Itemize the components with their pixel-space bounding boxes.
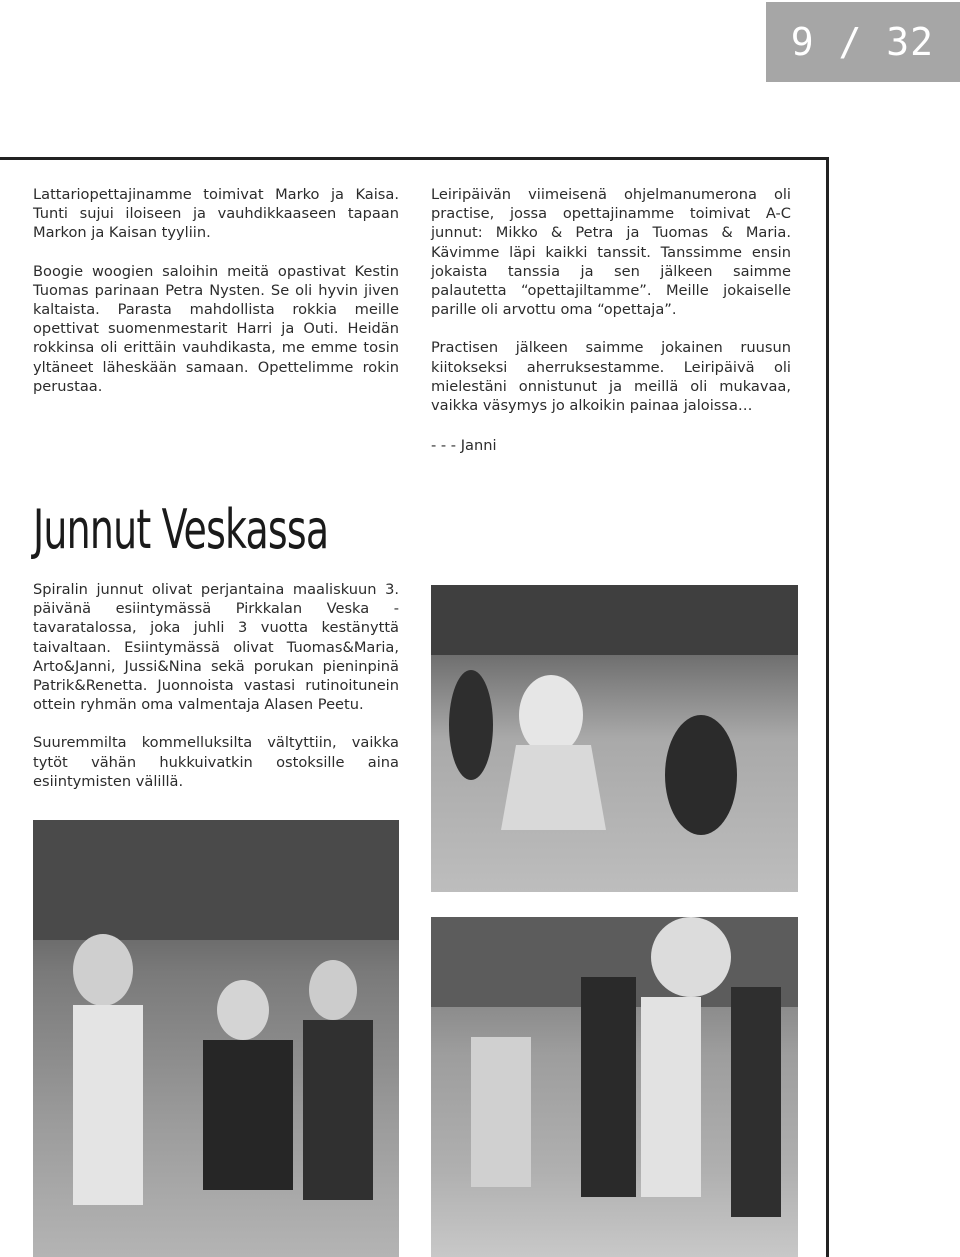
dance-photo-couples xyxy=(431,917,798,1257)
photo-placeholder-graphic xyxy=(431,585,798,892)
dance-photo-couple xyxy=(431,585,798,892)
paragraph: Boogie woogien saloihin meitä opastivat Kestin Tuomas parinaan Petra Nysten. Se oli hyvin jiven kaltaista. Parasta mahdollista rokkia meille opettivat suomenmestarit Harri ja Outi. Heidän rokkinsa oli erittäin vauhdikasta, me emme tosin yltäneet läheskään samaan. Opettelimme rokin perustaa. xyxy=(33,262,399,395)
paragraph: Practisen jälkeen saimme jokainen ruusun kiitokseksi aherruksestamme. Leiripäivä oli mielestäni onnistunut ja meillä oli mukavaa, vaikka väsymys jo alkoikin painaa jaloissa… xyxy=(431,339,791,415)
junnut-section-text xyxy=(33,580,399,810)
paragraph: Spiralin junnut olivat perjantaina maaliskuun 3. päivänä esiintymässä Pirkkalan Veska -tavaratalossa, joka juhli 3 vuotta kestänyttä taivaltaan. Esiintymässä olivat Tuomas&Maria, Arto&Janni, Jussi&Nina sekä porukan pieninpinä Patrik&Renetta. Juonnoista vastasi rutinoitunein ottein ryhmän oma valmentaja Alasen Peetu. xyxy=(33,581,399,714)
left-column-text xyxy=(33,185,399,415)
paragraph: Lattariopettajinamme toimivat Marko ja Kaisa. Tunti sujui iloiseen ja vauhdikkaaseen tapaan Markon ja Kaisan tyyliin. xyxy=(33,186,399,242)
page-number: 9 / 32 xyxy=(766,2,960,82)
author-signature: - - - Janni xyxy=(431,437,497,454)
photo-placeholder-graphic xyxy=(33,820,399,1257)
frame-top-rule xyxy=(0,157,829,160)
dance-photo-group xyxy=(33,820,399,1257)
photo-placeholder-graphic xyxy=(431,917,798,1257)
frame-right-rule xyxy=(826,157,829,1257)
right-column-text xyxy=(431,185,791,434)
paragraph: Suuremmilta kommelluksilta vältyttiin, vaikka tytöt vähän hukkuivatkin ostoksille aina esiintymisten välillä. xyxy=(33,734,399,790)
section-heading: Junnut Veskassa xyxy=(33,498,329,561)
paragraph: Leiripäivän viimeisenä ohjelmanumerona oli practise, jossa opettajinamme toimivat A-C junnut: Mikko & Petra ja Tuomas & Maria. Kävimme läpi kaikki tanssit. Tanssimme ensin jokaista tanssia ja sen jälkeen saimme palautetta “opettajiltamme”. Meille jokaiselle parille oli arvottu oma “opettaja”. xyxy=(431,186,791,319)
